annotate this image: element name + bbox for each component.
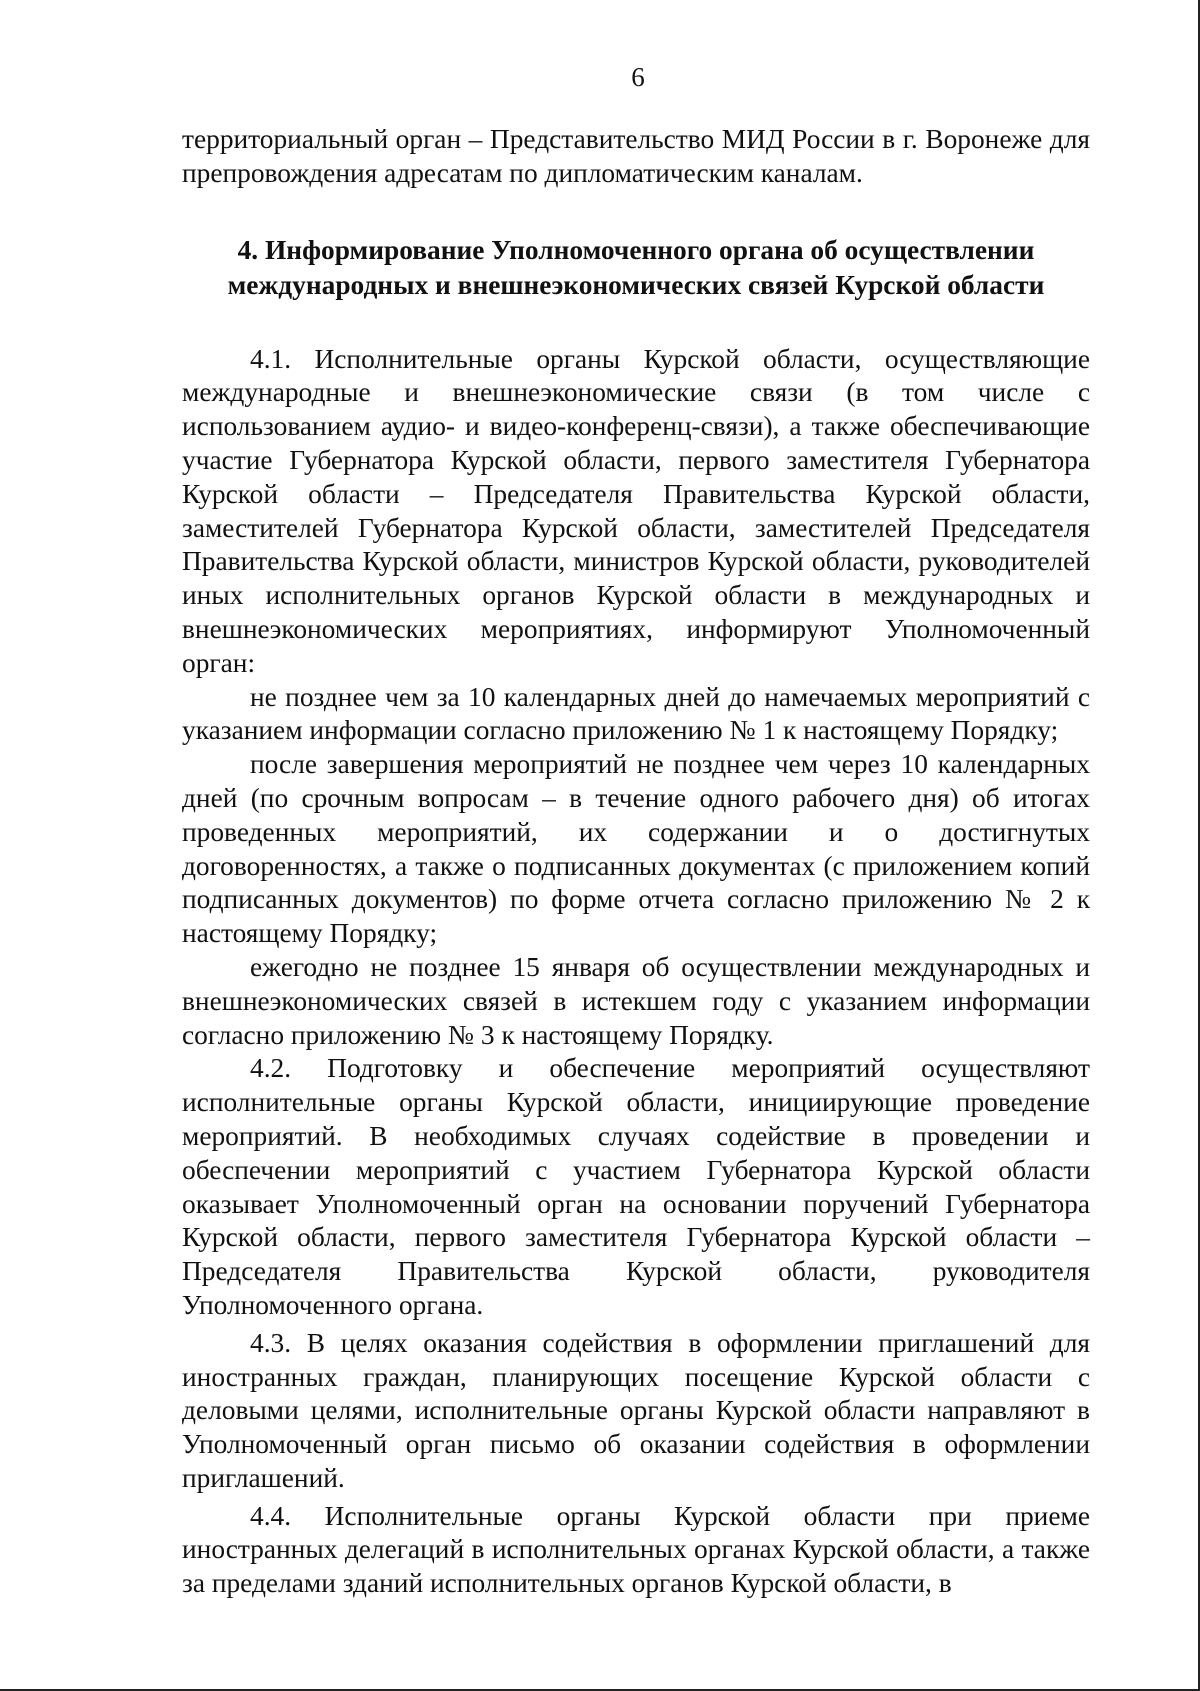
intro-paragraph: территориальный орган – Представительство МИД России в г. Воронеже для препровождения адресатам по дипломатическим каналам. (182, 124, 1090, 188)
paragraph-4-2: 4.2. Подготовку и обеспечение мероприятий осуществляют исполнительные органы Курской области, инициирующие проведение мероприятий. В необходимых случаях содействие в проведении и обеспечении мероприятий с участием Губернатора Курской области оказывает Уполномоченный орган на основании поручений Губернатора Курской области, первого заместителя Губернатора Курской области – Председателя Правительства Курской области, руководителя Уполномоченного органа. (182, 1053, 1090, 1320)
section-heading: 4. Информирование Уполномоченного органа об осуществлении международных и внешнеэкономических связей Курской области (227, 234, 1045, 300)
document-body (182, 123, 1090, 1601)
paragraph-4-1: 4.1. Исполнительные органы Курской области, осуществляющие международные и внешнеэкономические связи (в том числе с использованием аудио- и видео-конференц-связи), а также обеспечивающие участие Губернатора Курской области, первого заместителя Губернатора Курской области – Председателя Правительства Курской области, заместителей Губернатора Курской области, заместителей Председателя Правительства Курской области, министров Курской области, руководителей иных исполнительных органов Курской области в международных и внешнеэкономических мероприятиях, информируют Уполномоченный орган: (182, 343, 1090, 678)
paragraph-4-3: 4.3. В целях оказания содействия в оформлении приглашений для иностранных граждан, планирующих посещение Курской области с деловыми целями, исполнительные органы Курской области направляют в Уполномоченный орган письмо об оказании содействия в оформлении приглашений. (182, 1327, 1090, 1493)
list-item-before-events: не позднее чем за 10 календарных дней до намечаемых мероприятий с указанием информации согласно приложению № 1 к настоящему Порядку; (182, 681, 1090, 746)
page-number: 6 (631, 62, 645, 92)
list-item-annually: ежегодно не позднее 15 января об осуществлении международных и внешнеэкономических связей в истекшем году с указанием информации согласно приложению № 3 к настоящему Порядку. (182, 951, 1090, 1050)
list-item-after-events: после завершения мероприятий не позднее чем через 10 календарных дней (по срочным вопросам – в течение одного рабочего дня) об итогах проведенных мероприятий, их содержании и о достигнутых договоренностях, а также о подписанных документах (с приложением копий подписанных документов) по форме отчета согласно приложению № 2 к настоящему Порядку; (182, 749, 1090, 949)
paragraph-4-4: 4.4. Исполнительные органы Курской области при приеме иностранных делегаций в исполнительных органах Курской области, а также за пределами зданий исполнительных органов Курской области, в (182, 1500, 1090, 1599)
